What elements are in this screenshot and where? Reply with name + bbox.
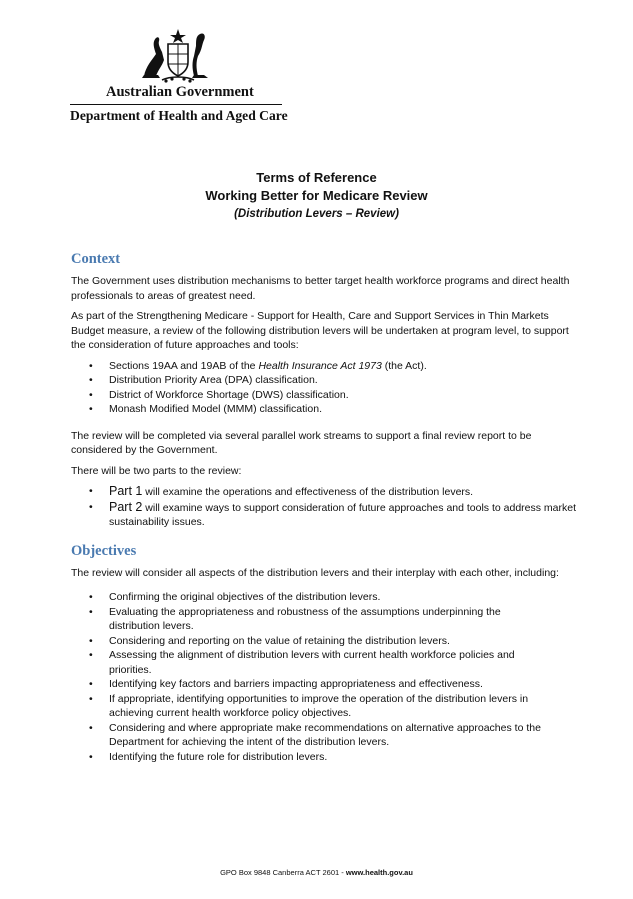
context-paragraph-2: As part of the Strengthening Medicare - Support for Health, Care and Support Services in Thin Markets Budget measure, a review of the following distribution levers will be undertaken at program level, to support the consideration of future approaches and tools:	[71, 310, 569, 351]
footer-address: GPO Box 9848 Canberra ACT 2601 -	[220, 868, 346, 877]
list-item: • Considering and reporting on the value of retaining the distribution levers.	[109, 634, 547, 649]
list-item: • If appropriate, identifying opportunities to improve the operation of the distribution levers in achieving current health workforce policy objectives.	[109, 692, 547, 721]
list-item: • Assessing the alignment of distribution levers with current health workforce policies and priorities.	[109, 648, 547, 677]
context-heading: Context	[71, 251, 121, 267]
coat-of-arms-logo	[138, 26, 218, 84]
list-item: • Sections 19AA and 19AB of the Health Insurance Act 1973 (the Act).	[109, 359, 577, 374]
page-footer	[0, 868, 633, 877]
objectives-list	[71, 590, 577, 764]
objectives-intro: The review will consider all aspects of the distribution levers and their interplay with each other, including:	[71, 566, 559, 579]
context-paragraph-4: There will be two parts to the review:	[71, 464, 242, 477]
list-item: • Identifying key factors and barriers impacting appropriateness and effectiveness.	[109, 677, 547, 692]
list-item: • Part 2 will examine ways to support consideration of future approaches and tools to address market sustainability issues.	[109, 500, 577, 530]
objectives-heading: Objectives	[71, 542, 137, 559]
list-item: • Distribution Priority Area (DPA) classification.	[109, 373, 577, 388]
list-item: • Identifying the future role for distribution levers.	[109, 750, 547, 765]
context-paragraph-1: The Government uses distribution mechanisms to better target health workforce programs and direct health professionals to areas of greatest need.	[71, 275, 570, 302]
review-subtitle: (Distribution Levers – Review)	[234, 208, 399, 220]
list-item: • Considering and where appropriate make recommendations on alternative approaches to the Department for achieving the intent of the distribution levers.	[109, 721, 547, 750]
government-name: Australian Government	[106, 84, 254, 100]
header-divider	[70, 104, 282, 105]
distribution-levers-list	[71, 359, 577, 417]
document-title-block	[0, 169, 633, 223]
context-paragraph-3: The review will be completed via several parallel work streams to support a final review report to be considered by the Government.	[71, 429, 532, 456]
part-2-label: Part 2	[109, 499, 143, 514]
list-item: • Confirming the original objectives of the distribution levers.	[109, 590, 547, 605]
list-item: • Evaluating the appropriateness and robustness of the assumptions underpinning the distribution levers.	[109, 605, 547, 634]
review-name: Working Better for Medicare Review	[205, 188, 428, 203]
part-1-label: Part 1	[109, 484, 143, 498]
document-body	[71, 250, 577, 772]
footer-website-link[interactable]: www.health.gov.au	[345, 868, 413, 877]
department-name: Department of Health and Aged Care	[70, 108, 288, 123]
document-title: Terms of Reference	[256, 170, 377, 185]
list-item: • District of Workforce Shortage (DWS) classification.	[109, 388, 577, 403]
list-item: • Part 1 will examine the operations and effectiveness of the distribution levers.	[109, 484, 577, 500]
review-parts-list	[71, 484, 577, 530]
list-item: • Monash Modified Model (MMM) classification.	[109, 402, 577, 417]
